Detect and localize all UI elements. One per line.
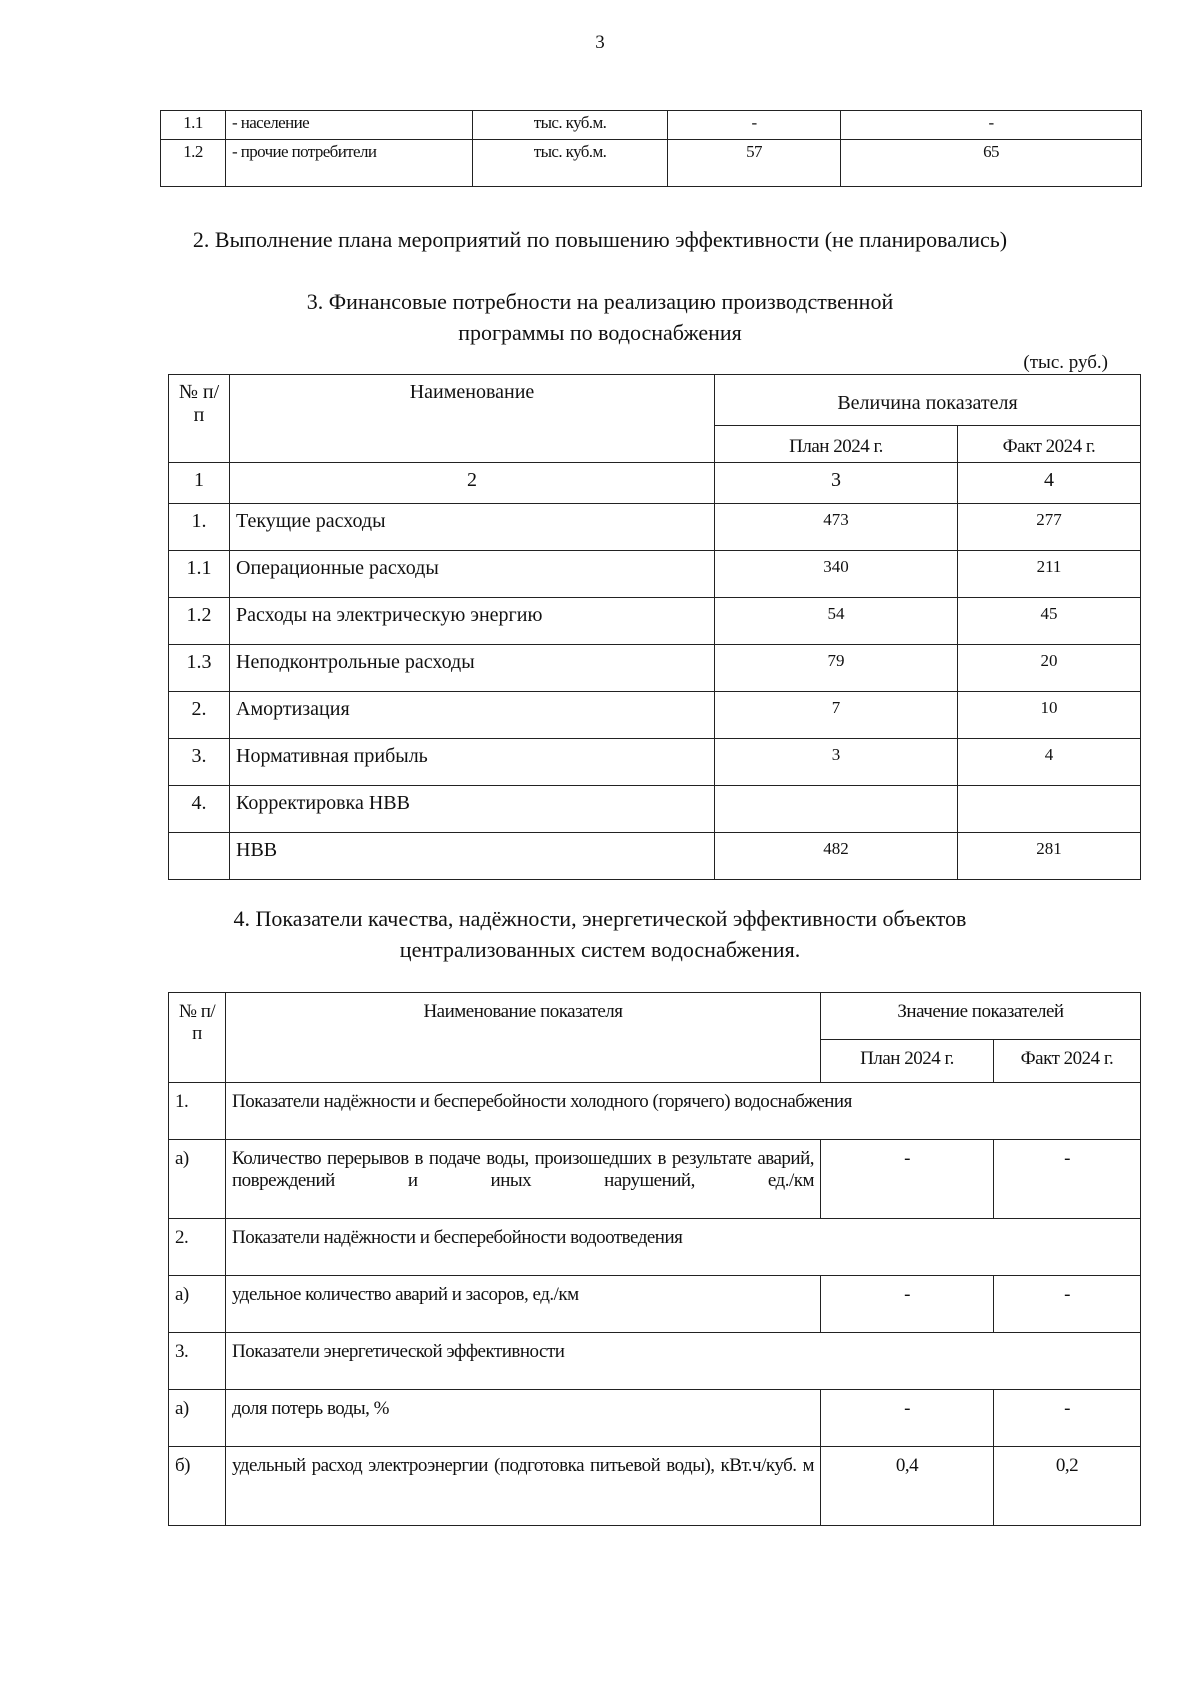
row-plan: 3	[715, 739, 958, 786]
row-fact: -	[994, 1276, 1141, 1333]
row-name: удельное количество аварий и засоров, ед./км	[226, 1276, 821, 1333]
table-row	[169, 786, 1141, 833]
table-row	[169, 1140, 1141, 1219]
row-fact: 65	[841, 140, 1142, 187]
header-value: Величина показателя	[715, 375, 1141, 426]
row-name: НВВ	[230, 833, 715, 880]
row-number: 1.2	[169, 598, 230, 645]
row-number: 2.	[169, 692, 230, 739]
row-fact	[958, 786, 1141, 833]
header-number: № п/п	[169, 993, 226, 1083]
section-title: Показатели надёжности и бесперебойности холодного (горячего) водоснабжения	[226, 1083, 1141, 1140]
section-row	[169, 1083, 1141, 1140]
table-header-row	[169, 375, 1141, 426]
header-fact: Факт 2024 г.	[958, 426, 1141, 463]
section-title: Показатели энергетической эффективности	[226, 1333, 1141, 1390]
header-plan: План 2024 г.	[715, 426, 958, 463]
header-name: Наименование	[230, 375, 715, 463]
row-plan: 7	[715, 692, 958, 739]
table-row	[169, 692, 1141, 739]
row-number: а)	[169, 1390, 226, 1447]
row-plan: 79	[715, 645, 958, 692]
row-number	[169, 833, 230, 880]
section-row	[169, 1219, 1141, 1276]
column-number: 2	[230, 463, 715, 504]
section-4-title-line2: централизованных систем водоснабжения.	[399, 937, 801, 962]
row-fact: 211	[958, 551, 1141, 598]
row-plan: 340	[715, 551, 958, 598]
row-number: 1.	[169, 1083, 226, 1140]
row-fact: 45	[958, 598, 1141, 645]
column-numbers-row	[169, 463, 1141, 504]
row-name: Количество перерывов в подаче воды, произошедших в результате аварий, повреждений и иных нарушений, ед./км	[226, 1140, 821, 1219]
table-row	[161, 111, 1142, 140]
row-fact: 4	[958, 739, 1141, 786]
row-plan: 54	[715, 598, 958, 645]
row-number: а)	[169, 1276, 226, 1333]
header-name: Наименование показателя	[226, 993, 821, 1083]
section-2-title: 2. Выполнение плана мероприятий по повышению эффективности (не планировались)	[192, 227, 1008, 252]
column-number: 3	[715, 463, 958, 504]
header-value: Значение показателей	[821, 993, 1141, 1040]
row-number: а)	[169, 1140, 226, 1219]
table-row	[169, 645, 1141, 692]
row-number: 1.	[169, 504, 230, 551]
row-name: удельный расход электроэнергии (подготовка питьевой воды), кВт.ч/куб. м	[226, 1447, 821, 1526]
row-fact: 20	[958, 645, 1141, 692]
row-number: 3.	[169, 739, 230, 786]
row-number: 1.3	[169, 645, 230, 692]
row-number: 3.	[169, 1333, 226, 1390]
row-plan: 473	[715, 504, 958, 551]
row-name: - прочие потребители	[226, 140, 473, 187]
section-3-title-line1: 3. Финансовые потребности на реализацию производственной	[306, 289, 894, 314]
row-name: Операционные расходы	[230, 551, 715, 598]
table-row	[169, 551, 1141, 598]
section-4-title	[0, 903, 1200, 965]
row-number: б)	[169, 1447, 226, 1526]
row-number: 2.	[169, 1219, 226, 1276]
quality-indicators-table	[168, 992, 1141, 1526]
row-name: Текущие расходы	[230, 504, 715, 551]
row-number: 1.1	[169, 551, 230, 598]
table-row	[169, 598, 1141, 645]
row-plan: -	[821, 1276, 994, 1333]
row-fact: -	[994, 1140, 1141, 1219]
row-plan: 482	[715, 833, 958, 880]
header-plan: План 2024 г.	[821, 1040, 994, 1083]
column-number: 4	[958, 463, 1141, 504]
column-number: 1	[169, 463, 230, 504]
table-row	[161, 140, 1142, 187]
row-name: доля потерь воды, %	[226, 1390, 821, 1447]
header-fact: Факт 2024 г.	[994, 1040, 1141, 1083]
financial-needs-table	[168, 374, 1141, 880]
row-plan	[715, 786, 958, 833]
section-3-title	[0, 286, 1200, 348]
row-name: Неподконтрольные расходы	[230, 645, 715, 692]
row-fact: -	[841, 111, 1142, 140]
row-number: 1.2	[161, 140, 226, 187]
row-number: 4.	[169, 786, 230, 833]
consumption-table	[160, 110, 1142, 187]
table-row	[169, 1390, 1141, 1447]
table-row	[169, 1447, 1141, 1526]
section-3-title-line2: программы по водоснабжения	[458, 320, 742, 345]
row-unit: тыс. куб.м.	[473, 140, 668, 187]
row-unit: тыс. куб.м.	[473, 111, 668, 140]
row-name: Нормативная прибыль	[230, 739, 715, 786]
row-fact: 281	[958, 833, 1141, 880]
header-number: № п/п	[169, 375, 230, 463]
row-name: Корректировка НВВ	[230, 786, 715, 833]
row-name: Расходы на электрическую энергию	[230, 598, 715, 645]
table-row	[169, 739, 1141, 786]
table-row	[169, 504, 1141, 551]
table-row	[169, 1276, 1141, 1333]
row-name: Амортизация	[230, 692, 715, 739]
row-fact: 10	[958, 692, 1141, 739]
row-name: - население	[226, 111, 473, 140]
row-fact: -	[994, 1390, 1141, 1447]
row-plan: 57	[668, 140, 841, 187]
page-number: 3	[595, 32, 605, 53]
section-4-title-line1: 4. Показатели качества, надёжности, энергетической эффективности объектов	[233, 906, 967, 931]
row-fact: 277	[958, 504, 1141, 551]
row-plan: -	[821, 1140, 994, 1219]
units-note: (тыс. руб.)	[1023, 352, 1108, 373]
row-plan: -	[668, 111, 841, 140]
row-plan: 0,4	[821, 1447, 994, 1526]
section-row	[169, 1333, 1141, 1390]
row-plan: -	[821, 1390, 994, 1447]
row-fact: 0,2	[994, 1447, 1141, 1526]
row-number: 1.1	[161, 111, 226, 140]
table-header-row	[169, 993, 1141, 1040]
section-title: Показатели надёжности и бесперебойности водоотведения	[226, 1219, 1141, 1276]
table-row	[169, 833, 1141, 880]
